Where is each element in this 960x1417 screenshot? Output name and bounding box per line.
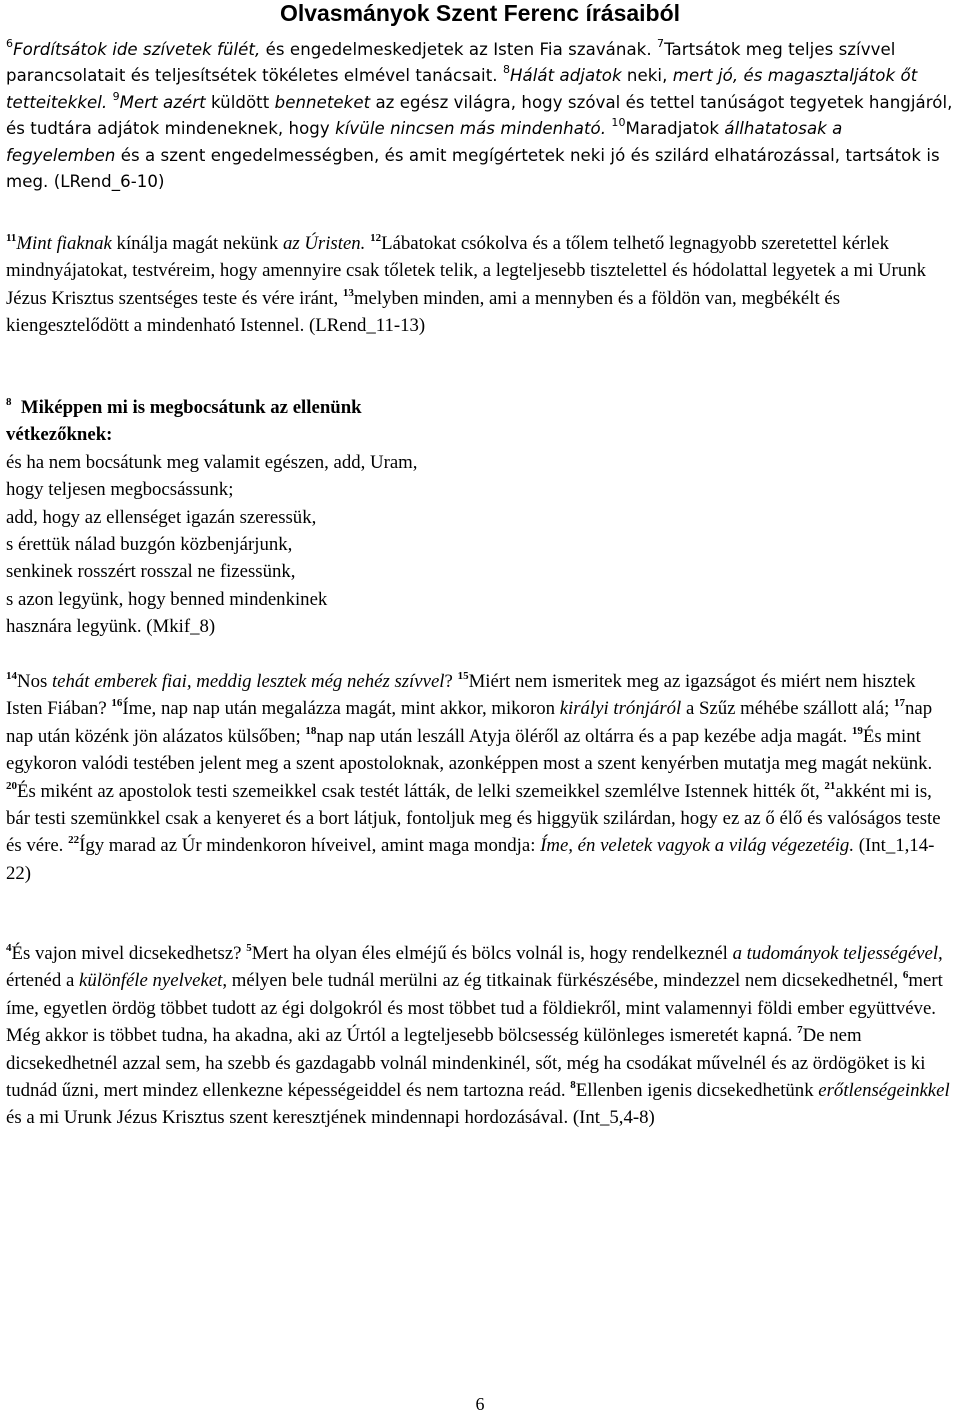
- text-span: kívüle nincsen más mindenható.: [335, 119, 607, 139]
- text-span: az egész világra, hogy szóval és tettel tanúságot tegyetek hangjáról, és tudtára adjátok mindeneknek, hogy: [6, 92, 953, 139]
- text-span: Mert ha olyan éles elméjű és bölcs volnál is, hogy rendelkeznél: [251, 943, 733, 964]
- text-span: Mert azért: [119, 92, 206, 112]
- text-span: ?: [444, 671, 458, 692]
- text-span: értenéd a: [6, 970, 79, 992]
- prayer-heading-line-2: vétkezőknek:: [6, 424, 113, 446]
- text-span: benneteket: [274, 92, 371, 112]
- verse-number: 22: [68, 834, 80, 847]
- text-span: mert jó, és magasztaljátok őt tetteitekkel.: [6, 66, 918, 112]
- verse-number: 8: [6, 396, 12, 408]
- prayer-line: s azon legyünk, hogy benned mindenkinek: [6, 588, 328, 610]
- text-span: a tudományok teljességével,: [732, 943, 943, 964]
- text-span: melyben minden, ami a mennyben és a földön van, megbékélt és kiengesztelődött a mindenható Istennel. (LRend_11-13): [6, 287, 841, 337]
- paragraph-lrend-11-13: [6, 230, 954, 340]
- text-span: És mint egykoron valódi testében jelent meg a szent apostoloknak, azonképpen most a szent kenyérben mutatja meg magát nekünk.: [6, 725, 933, 775]
- text-span: És miként az apostolok testi szemeikkel csak testét látták, de lelki szemeikkel szemlélve Istennek hitték őt,: [17, 780, 825, 802]
- text-span: Maradjatok: [625, 119, 725, 139]
- prayer-line: add, hogy az ellenséget igazán szeressük,: [6, 506, 317, 528]
- verse-number: 13: [342, 286, 354, 299]
- verse-number: 5: [246, 942, 252, 954]
- page-number: 6: [475, 1394, 485, 1414]
- verse-number: 19: [851, 724, 863, 737]
- prayer-section-mkif-8: [6, 394, 954, 641]
- text-span: nap nap után közénk jön alázatos külsőben;: [6, 698, 933, 747]
- verse-number: 10: [611, 116, 626, 130]
- text-span: tehát emberek fiai, meddig lesztek még nehéz szívvel: [51, 671, 445, 692]
- text-span: Íme, nap nap után megalázza magát, mint akkor, mikoron: [122, 698, 560, 720]
- prayer-line: hogy teljesen megbocsássunk;: [6, 479, 234, 501]
- verse-number: 14: [6, 670, 17, 682]
- text-span: és engedelmeskedjetek az Isten Fia szavának.: [260, 40, 657, 59]
- text-span: és a mi Urunk Jézus Krisztus szent keresztjének mindennapi hordozásával. (Int_5,4-8): [6, 1107, 655, 1129]
- text-span: Hálát adjatok: [510, 66, 622, 86]
- page-title: Olvasmányok Szent Ferenc írásaiból: [279, 0, 681, 26]
- text-span: és a szent engedelmességben, és amit megígértetek neki jó és szilárd elhatározással, tartsátok is meg. (LRend_6-10): [6, 145, 940, 192]
- verse-number: 16: [111, 697, 123, 710]
- text-span: Mint fiaknak: [16, 233, 112, 254]
- verse-number: 18: [305, 724, 317, 737]
- verse-number: 6: [902, 969, 909, 982]
- text-span: Lábatokat csókolva és a tőlem telhető legnagyobb szeretettel kérlek mindnyájatokat, testvéreim, hogy amennyire csak tőletek telik, a legteljesebb tisztelettel és hódolattal legyetek a mi Urunk Jézus Krisztus szentséges teste és vére iránt,: [6, 233, 926, 309]
- text-span: állhatatosak a fegyelemben: [6, 119, 843, 165]
- prayer-heading: [6, 394, 954, 421]
- text-span: kínálja magát nekünk: [111, 233, 283, 254]
- verse-number: 17: [894, 697, 906, 710]
- verse-number: 7: [797, 1024, 803, 1037]
- prayer-heading-line-1: Miképpen mi is megbocsátunk az ellenünk: [20, 397, 362, 418]
- verse-number: 12: [370, 232, 382, 244]
- text-span: királyi trónjáról: [559, 698, 682, 720]
- paragraph-lrend-6-10: [6, 37, 954, 195]
- text-span: mert íme, egyetlen ördög többet tudott az égi dolgokról és most többet tud a földiekről, mint valamennyi földi ember együttvéve. Még akkor is többet tudna, ha akadna, aki az Úrtól a legteljesebb bölcsesség különleges ismeretét kapná.: [6, 970, 943, 1047]
- text-span: a Szűz méhébe szállott alá;: [681, 698, 895, 720]
- text-span: Ellenben igenis dicsekedhetünk: [575, 1080, 819, 1102]
- verse-number: 4: [6, 942, 12, 954]
- text-span: [107, 93, 112, 112]
- text-span: De nem dicsekedhetnél azzal sem, ha szebb és gazdagabb volnál mindenkinél, sőt, még ha csodákat művelnél és az ördögöket is ki tudnád űzni, mert mindez ellenkezne képességeiddel és nem tartozna reád.: [6, 1025, 926, 1102]
- text-span: Íme, én veletek vagyok a világ végezetéig.: [540, 835, 855, 857]
- text-span: , mélyen bele tudnál merülni az ég titkainak fürkészésébe, mindezzel nem dicsekedhetnél,: [222, 970, 903, 992]
- text-span: neki,: [621, 66, 673, 86]
- verse-number: 7: [657, 37, 665, 50]
- prayer-line: hasznára legyünk. (Mkif_8): [6, 616, 216, 638]
- prayer-line: és ha nem bocsátunk meg valamit egészen, add, Uram,: [6, 451, 418, 473]
- verse-number: 21: [824, 779, 836, 792]
- text-span: Fordítsátok ide szívetek fülét,: [13, 40, 261, 59]
- verse-number: 15: [457, 670, 469, 682]
- text-span: akként mi is, bár testi szemünkkel csak a kenyeret és a bort látjuk, fontoljuk meg és higgyük szilárdan, hogy ez az ő élő és valóságos teste és vére.: [6, 780, 941, 857]
- prayer-line: s érettük nálad buzgón közbenjárjunk,: [6, 534, 293, 556]
- paragraph-int-5-4-8: [6, 940, 954, 1132]
- text-span: (Int_1,14-22): [6, 835, 935, 884]
- verse-number: 11: [6, 232, 17, 244]
- text-span: És vajon mivel dicsekedhetsz?: [11, 943, 247, 964]
- verse-number: 9: [112, 89, 120, 103]
- text-span: az Úristen.: [282, 233, 366, 254]
- text-span: nap nap után leszáll Atyja öléről az oltárra és a pap kezébe adja magát.: [316, 725, 852, 747]
- text-span: küldött: [205, 92, 275, 112]
- verse-number: 20: [6, 779, 17, 792]
- text-span: különféle nyelveket: [79, 970, 223, 992]
- prayer-line: senkinek rosszért rosszal ne fizessünk,: [6, 561, 296, 583]
- paragraph-int-1-14-22: [6, 668, 954, 887]
- text-span: Nos: [17, 671, 52, 692]
- verse-number: 8: [570, 1079, 576, 1092]
- text-span: erőtlenségeinkkel: [818, 1080, 950, 1102]
- text-span: Miért nem ismeritek meg az igazságot és miért nem hisztek Isten Fiában?: [6, 671, 916, 720]
- text-span: Tartsátok meg teljes szívvel parancsolatait és teljesítsétek tökéletes elmével tanácsait.: [6, 40, 896, 86]
- text-span: Így marad az Úr mindenkoron híveivel, amint maga mondja:: [79, 835, 541, 857]
- verse-number: 6: [6, 37, 14, 50]
- verse-number: 8: [502, 63, 510, 77]
